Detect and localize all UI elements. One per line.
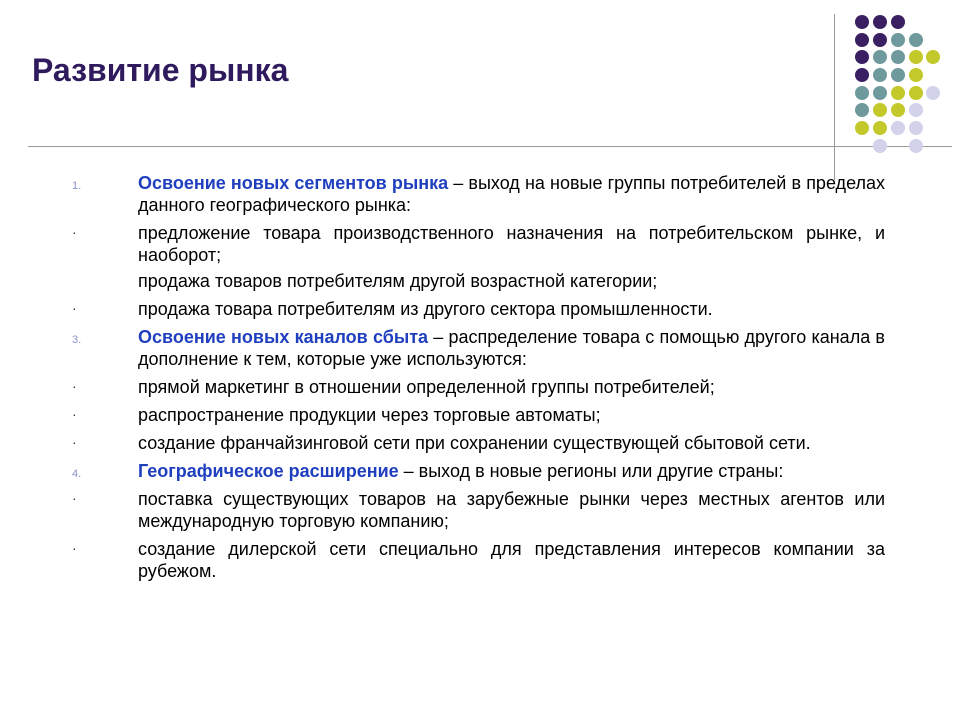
highlight-term: Освоение новых каналов сбыта: [138, 327, 429, 347]
item-text: – выход в новые регионы или другие страны:: [398, 461, 784, 481]
decor-dot: [891, 33, 905, 47]
decor-dot: [873, 86, 887, 100]
decor-dot: [909, 86, 923, 100]
decor-dot: [873, 121, 887, 135]
list-item: [70, 298, 885, 320]
decorative-dot-grid: [0, 0, 960, 180]
decor-dot: [891, 15, 905, 29]
decor-dot: [891, 86, 905, 100]
list-number: 1.: [72, 180, 82, 192]
item-text: создание франчайзинговой сети при сохранении существующей сбытовой сети.: [138, 433, 811, 453]
decor-dot: [873, 15, 887, 29]
decor-dot: [855, 86, 869, 100]
decor-dot: [909, 103, 923, 117]
bullet-marker: ·: [72, 434, 77, 450]
decor-dot: [909, 121, 923, 135]
decor-dot: [873, 33, 887, 47]
decor-dot: [855, 15, 869, 29]
bullet-marker: ·: [72, 300, 77, 316]
bullet-marker: ·: [72, 406, 77, 422]
bullet-marker: ·: [72, 378, 77, 394]
bullet-marker: ·: [72, 490, 77, 506]
slide-title: Развитие рынка: [32, 52, 289, 88]
vertical-divider: [834, 14, 835, 180]
item-text: – выход на новые группы потребителей в пределах данного географического рынка:: [138, 173, 885, 215]
highlight-term: Освоение новых сегментов рынка: [138, 173, 449, 193]
list-item: [70, 172, 885, 216]
item-text: распространение продукции через торговые автоматы;: [138, 405, 601, 425]
decor-dot: [909, 68, 923, 82]
decor-dot: [891, 121, 905, 135]
highlight-term: Географическое расширение: [138, 461, 399, 481]
content-list: [70, 172, 885, 588]
decor-dot: [855, 68, 869, 82]
list-number: 3.: [72, 334, 82, 346]
decor-dot: [873, 103, 887, 117]
item-text: продажа товара потребителям из другого сектора промышленности.: [138, 299, 713, 319]
decor-dot: [855, 50, 869, 64]
decor-dot: [926, 50, 940, 64]
list-item: [70, 460, 885, 482]
decor-dot: [891, 68, 905, 82]
item-text: предложение товара производственного назначения на потребительском рынке, и наоборот;: [138, 223, 885, 265]
item-text: поставка существующих товаров на зарубежные рынки через местных агентов или международную торговую компанию;: [138, 489, 885, 531]
list-item: [70, 488, 885, 532]
decor-dot: [909, 33, 923, 47]
list-item: [70, 432, 885, 454]
item-text: – распределение товара с помощью другого канала в дополнение к тем, которые уже используются:: [138, 327, 885, 369]
decor-dot: [873, 68, 887, 82]
decor-dot: [855, 103, 869, 117]
decor-dot: [855, 33, 869, 47]
decor-dot: [909, 50, 923, 64]
list-item: [70, 376, 885, 398]
list-item: [70, 326, 885, 370]
item-text: прямой маркетинг в отношении определенной группы потребителей;: [138, 377, 715, 397]
horizontal-divider: [28, 146, 952, 147]
list-item: [70, 404, 885, 426]
list-number: 4.: [72, 468, 82, 480]
decor-dot: [855, 121, 869, 135]
bullet-marker: ·: [72, 224, 77, 240]
list-item: [70, 222, 885, 266]
decor-dot: [926, 86, 940, 100]
list-item: [70, 538, 885, 582]
list-item: [70, 270, 885, 292]
decor-dot: [891, 103, 905, 117]
item-text: создание дилерской сети специально для представления интересов компании за рубежом.: [138, 539, 885, 581]
item-text: продажа товаров потребителям другой возрастной категории;: [138, 271, 658, 291]
decor-dot: [891, 50, 905, 64]
decor-dot: [873, 50, 887, 64]
bullet-marker: ·: [72, 540, 77, 556]
